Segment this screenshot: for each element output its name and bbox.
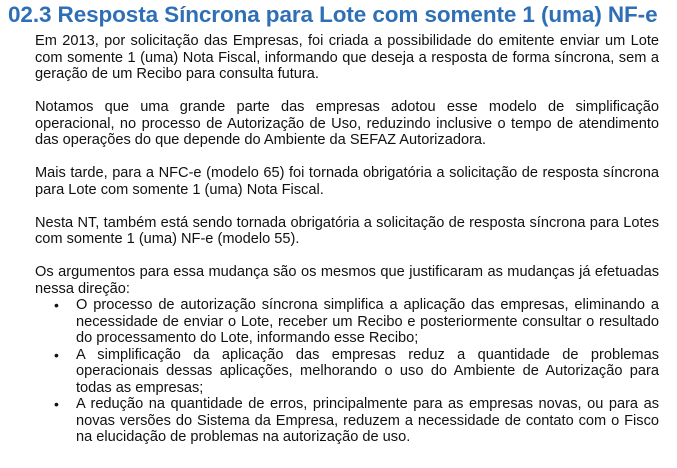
section-heading: 02.3 Resposta Síncrona para Lote com somente 1 (uma) NF-e xyxy=(8,2,658,27)
document-body xyxy=(35,33,659,446)
paragraph-list-intro: Os argumentos para essa mudança são os mesmos que justificaram as mudanças já efetuadas nessa direção: xyxy=(35,264,659,297)
bullet-item xyxy=(35,396,659,446)
paragraph: Mais tarde, para a NFC-e (modelo 65) foi tornada obrigatória a solicitação de resposta síncrona para Lote com somente 1 (uma) Nota Fiscal. xyxy=(35,165,659,198)
bullet-text: A redução na quantidade de erros, principalmente para as empresas novas, ou para as novas versões do Sistema da Empresa, reduzem a necessidade de contato com o Fisco na elucidação de problemas na autorização de uso. xyxy=(76,396,659,445)
bullet-icon: • xyxy=(54,297,59,313)
paragraph: Em 2013, por solicitação das Empresas, foi criada a possibilidade do emitente enviar um Lote com somente 1 (uma) Nota Fiscal, informando que deseja a resposta de forma síncrona, sem a geração de um Recibo para consulta futura. xyxy=(35,33,659,82)
bullet-text: O processo de autorização síncrona simplifica a aplicação das empresas, eliminando a necessidade de enviar o Lote, receber um Recibo e posteriormente consultar o resultado do processamento do Lote, informando esse Recibo; xyxy=(76,297,659,346)
bullet-item xyxy=(35,297,659,347)
bullet-icon: • xyxy=(54,346,59,363)
bullet-list xyxy=(35,297,659,446)
bullet-item xyxy=(35,347,659,397)
bullet-icon: • xyxy=(54,396,59,412)
paragraph: Nesta NT, também está sendo tornada obrigatória a solicitação de resposta síncrona para Lotes com somente 1 (uma) NF-e (modelo 55). xyxy=(35,214,659,247)
paragraph: Notamos que uma grande parte das empresas adotou esse modelo de simplificação operacional, no processo de Autorização de Uso, reduzindo inclusive o tempo de atendimento das operações do que depende do Ambiente da SEFAZ Autorizadora. xyxy=(35,99,659,148)
bullet-text: A simplificação da aplicação das empresas reduz a quantidade de problemas operacionais dessas aplicações, melhorando o uso do Ambiente de Autorização para todas as empresas; xyxy=(76,346,659,396)
